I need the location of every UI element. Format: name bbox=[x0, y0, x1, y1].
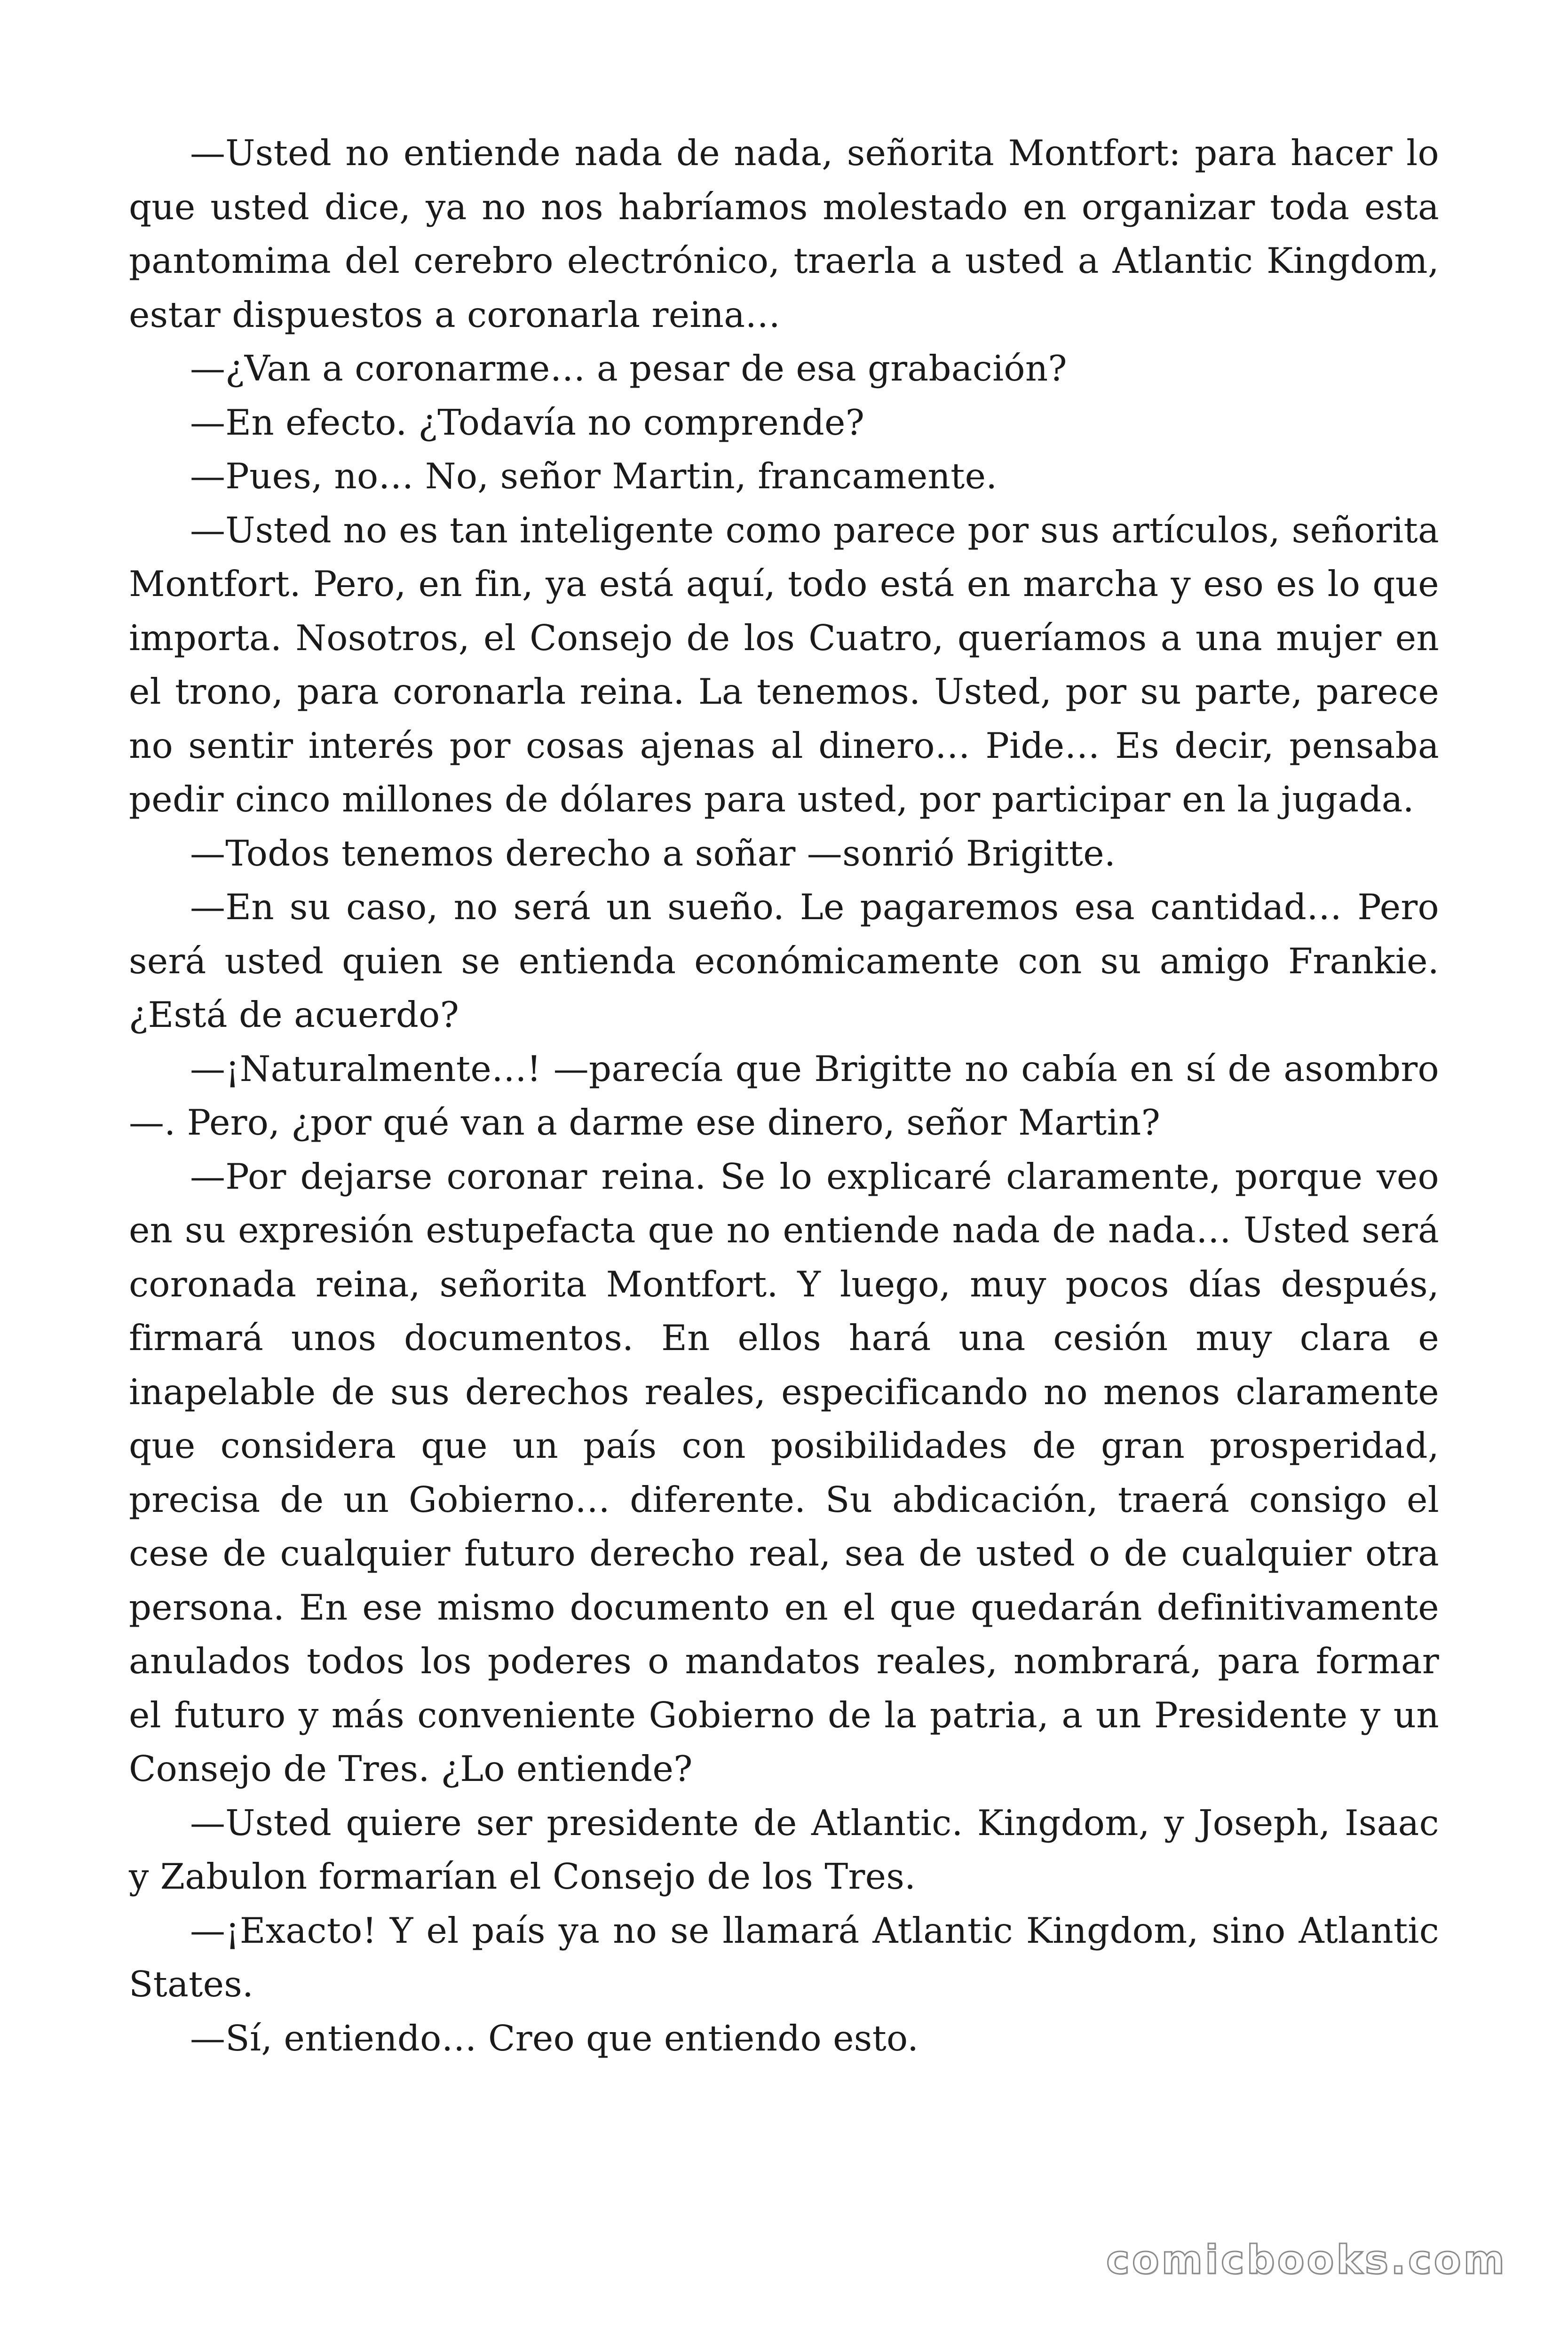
paragraph: —Sí, entiendo… Creo que entiendo esto. bbox=[190, 2017, 919, 2059]
paragraph: —¡Naturalmente…! —parecía que Brigitte no cabía en sí de asombro—. Pero, ¿por qué van a darme ese dinero, señor Martin? bbox=[129, 1048, 1439, 1143]
paragraph: —Usted quiere ser presidente de Atlantic. Kingdom, y Joseph, Isaac y Zabulon formarían el Consejo de los Tres. bbox=[129, 1802, 1439, 1897]
paragraph: —En efecto. ¿Todavía no comprende? bbox=[190, 401, 865, 443]
paragraph: —Usted no es tan inteligente como parece por sus artículos, señorita Montfort. Pero, en fin, ya está aquí, todo está en marcha y eso es lo que importa. Nosotros, el Consejo de los Cuatro, queríamos a una mujer en el trono, para coronarla reina. La tenemos. Usted, por su parte, parece no sentir interés por cosas ajenas al dinero… Pide… Es decir, pensaba pedir cinco millones de dólares para usted, por participar en la jugada. bbox=[129, 509, 1439, 820]
paragraph: —Pues, no… No, señor Martin, francamente. bbox=[190, 455, 998, 497]
paragraph: —En su caso, no será un sueño. Le pagaremos esa cantidad… Pero será usted quien se entienda económicamente con su amigo Frankie. ¿Está de acuerdo? bbox=[129, 886, 1439, 1035]
paragraph: —¡Exacto! Y el país ya no se llamará Atlantic Kingdom, sino Atlantic States. bbox=[129, 1909, 1439, 2005]
paragraph: —¿Van a coronarme… a pesar de esa grabación? bbox=[190, 348, 1067, 389]
paragraph: —Por dejarse coronar reina. Se lo explicaré claramente, porque veo en su expresión estupefacta que no entiende nada de nada… Usted será coronada reina, señorita Montfort. Y luego, muy pocos días después, firmará unos documentos. En ellos hará una cesión muy clara e inapelable de sus derechos reales, especificando no menos claramente que considera que un país con posibilidades de gran prosperidad, precisa de un Gobierno… diferente. Su abdicación, traerá consigo el cese de cualquier futuro derecho real, sea de usted o de cualquier otra persona. En ese mismo documento en el que quedarán definitivamente anulados todos los poderes o mandatos reales, nombrará, para formar el futuro y más conveniente Gobierno de la patria, a un Presidente y un Consejo de Tres. ¿Lo entiende? bbox=[129, 1155, 1439, 1789]
paragraph: —Usted no entiende nada de nada, señorita Montfort: para hacer lo que usted dice, ya no nos habríamos molestado en organizar toda esta pantomima del cerebro electrónico, traerla a usted a Atlantic Kingdom, estar dispuestos a coronarla reina… bbox=[129, 132, 1439, 335]
page-body bbox=[129, 126, 1439, 2065]
watermark-logo: comicbooks.com bbox=[1106, 2237, 1507, 2283]
paragraph: —Todos tenemos derecho a soñar —sonrió Brigitte. bbox=[190, 832, 1116, 874]
